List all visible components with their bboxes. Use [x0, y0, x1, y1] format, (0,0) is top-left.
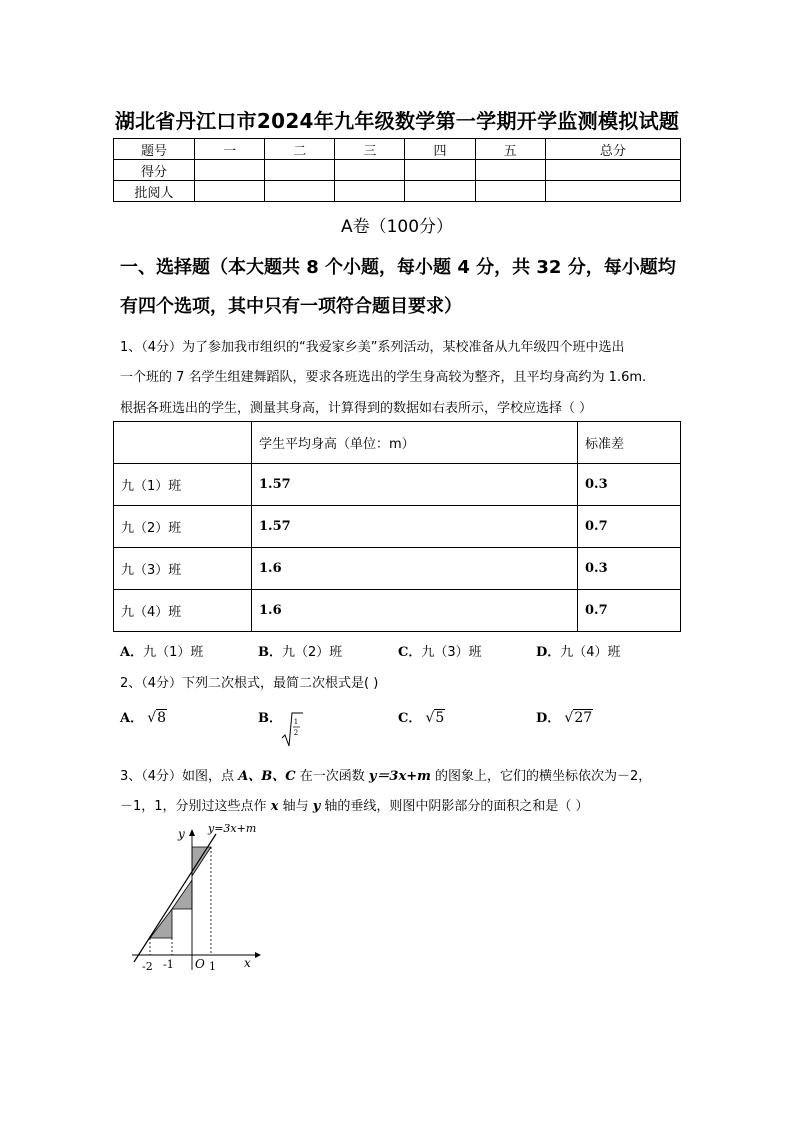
option-text: 九（2）班	[282, 645, 343, 660]
score-header-cell: 四	[405, 139, 475, 160]
option-text: 九（3）班	[421, 645, 482, 660]
q3-text: 轴的垂线，则图中阴影部分的面积之和是（ ）	[320, 799, 589, 814]
score-table-row	[114, 160, 681, 181]
score-header-cell: 五	[475, 139, 545, 160]
std-dev-cell: 0.7	[578, 590, 681, 632]
std-dev-cell: 0.7	[578, 506, 681, 548]
q3-text: 轴与	[278, 799, 313, 814]
q3-text: 在一次函数	[295, 769, 369, 784]
score-header-cell: 题号	[114, 139, 195, 160]
page-title: 湖北省丹江口市2024年九年级数学第一学期开学监测模拟试题	[114, 109, 680, 133]
score-header-cell: 一	[195, 139, 265, 160]
function-line	[134, 834, 216, 962]
score-header-cell: 总分	[545, 139, 680, 160]
tick-label: -2	[142, 960, 153, 973]
score-cell	[405, 160, 475, 181]
question3-line2	[120, 795, 589, 814]
score-row-label: 批阅人	[114, 181, 195, 202]
option-letter: A．	[120, 645, 144, 660]
sqrt-expression: √27	[564, 710, 593, 726]
function-label: y=3x+m	[208, 822, 257, 835]
shaded-triangle-a	[150, 909, 172, 938]
q1-option-b[interactable]	[258, 641, 342, 660]
option-letter: C．	[398, 711, 422, 726]
score-cell	[265, 181, 335, 202]
linear-function-figure	[120, 820, 270, 980]
table-row	[114, 464, 681, 506]
q1-option-a[interactable]	[120, 641, 203, 660]
q1-option-c[interactable]	[398, 641, 482, 660]
section-heading-line1: 一、选择题（本大题共 8 个小题，每小题 4 分，共 32 分，每小题均	[120, 257, 676, 278]
tick-label: 1	[209, 960, 216, 973]
score-cell	[335, 181, 405, 202]
option-letter: A．	[120, 711, 144, 726]
shaded-triangle-c	[192, 847, 211, 876]
score-header-cell: 三	[335, 139, 405, 160]
score-cell	[335, 160, 405, 181]
sqrt-fraction-half	[280, 710, 304, 748]
q3-function: y＝3x+m	[368, 769, 431, 784]
q1-option-d[interactable]	[536, 641, 621, 660]
x-axis-arrow-icon	[255, 952, 261, 958]
height-table	[113, 421, 681, 632]
score-table	[113, 138, 681, 202]
q3-text: 的图象上，它们的横坐标依次为－2，	[430, 769, 652, 784]
q2-option-b[interactable]	[258, 707, 282, 726]
table-header-cell: 学生平均身高（单位：m）	[252, 422, 578, 464]
question3-line1	[120, 765, 651, 784]
sqrt-expression: √5	[425, 710, 445, 726]
q3-x-axis-name: x	[270, 799, 279, 814]
option-letter: B．	[258, 711, 282, 726]
class-cell: 九（2）班	[114, 506, 252, 548]
class-cell: 九（4）班	[114, 590, 252, 632]
score-cell	[545, 160, 680, 181]
option-text: 九（1）班	[143, 645, 204, 660]
fraction-numerator: 1	[293, 718, 299, 726]
y-axis-arrow-icon	[189, 829, 195, 836]
score-cell	[545, 181, 680, 202]
score-cell	[405, 181, 475, 202]
avg-height-cell: 1.57	[252, 506, 578, 548]
fraction-denominator: 2	[293, 729, 299, 737]
avg-height-cell: 1.57	[252, 464, 578, 506]
height-table-header	[114, 422, 681, 464]
option-letter: B．	[258, 645, 282, 660]
q3-text: 3、（4分）如图，点	[120, 769, 239, 784]
q2-option-c[interactable]	[398, 707, 445, 726]
volume-heading: A卷（100分）	[340, 217, 454, 237]
shaded-triangle-b	[172, 880, 192, 909]
score-cell	[195, 160, 265, 181]
section-heading-line2: 有四个选项，其中只有一项符合题目要求）	[120, 296, 462, 317]
score-cell	[195, 181, 265, 202]
sqrt-expression: √8	[147, 710, 167, 726]
score-cell	[265, 160, 335, 181]
std-dev-cell: 0.3	[578, 548, 681, 590]
question2-stem: 2、（4分）下列二次根式，最简二次根式是( )	[120, 676, 379, 691]
score-cell	[475, 160, 545, 181]
q3-points: A、B、C	[238, 769, 296, 784]
table-header-cell: 标准差	[578, 422, 681, 464]
radical-sign	[282, 713, 303, 746]
class-cell: 九（3）班	[114, 548, 252, 590]
score-table-header-row	[114, 139, 681, 160]
class-cell: 九（1）班	[114, 464, 252, 506]
option-letter: C．	[398, 645, 422, 660]
question1-line2: 一个班的 7 名学生组建舞蹈队，要求各班选出的学生身高较为整齐，且平均身高约为 1.6m.	[120, 370, 647, 385]
score-header-cell: 二	[265, 139, 335, 160]
origin-label: O	[195, 957, 205, 971]
question1-line1: 1、（4分）为了参加我市组织的“我爱家乡美”系列活动，某校准备从九年级四个班中选出	[120, 340, 625, 355]
q2-option-d[interactable]	[536, 707, 593, 726]
option-letter: D．	[536, 711, 561, 726]
x-axis-label: x	[244, 956, 251, 970]
table-header-cell	[114, 422, 252, 464]
score-table-row	[114, 181, 681, 202]
q3-y-axis-name: y	[312, 799, 321, 814]
tick-label: -1	[163, 958, 174, 971]
score-row-label: 得分	[114, 160, 195, 181]
radicand: 8	[157, 710, 167, 726]
std-dev-cell: 0.3	[578, 464, 681, 506]
avg-height-cell: 1.6	[252, 590, 578, 632]
table-row	[114, 548, 681, 590]
option-text: 九（4）班	[560, 645, 621, 660]
score-cell	[475, 181, 545, 202]
radicand: 27	[574, 710, 593, 726]
option-letter: D．	[536, 645, 561, 660]
radicand: 5	[435, 710, 445, 726]
q3-text: －1，1，分别过这些点作	[120, 799, 271, 814]
table-row	[114, 590, 681, 632]
table-row	[114, 506, 681, 548]
q2-option-a[interactable]	[120, 707, 167, 726]
y-axis-label: y	[178, 827, 185, 841]
avg-height-cell: 1.6	[252, 548, 578, 590]
question1-line3: 根据各班选出的学生，测量其身高，计算得到的数据如右表所示，学校应选择（ ）	[120, 401, 593, 416]
